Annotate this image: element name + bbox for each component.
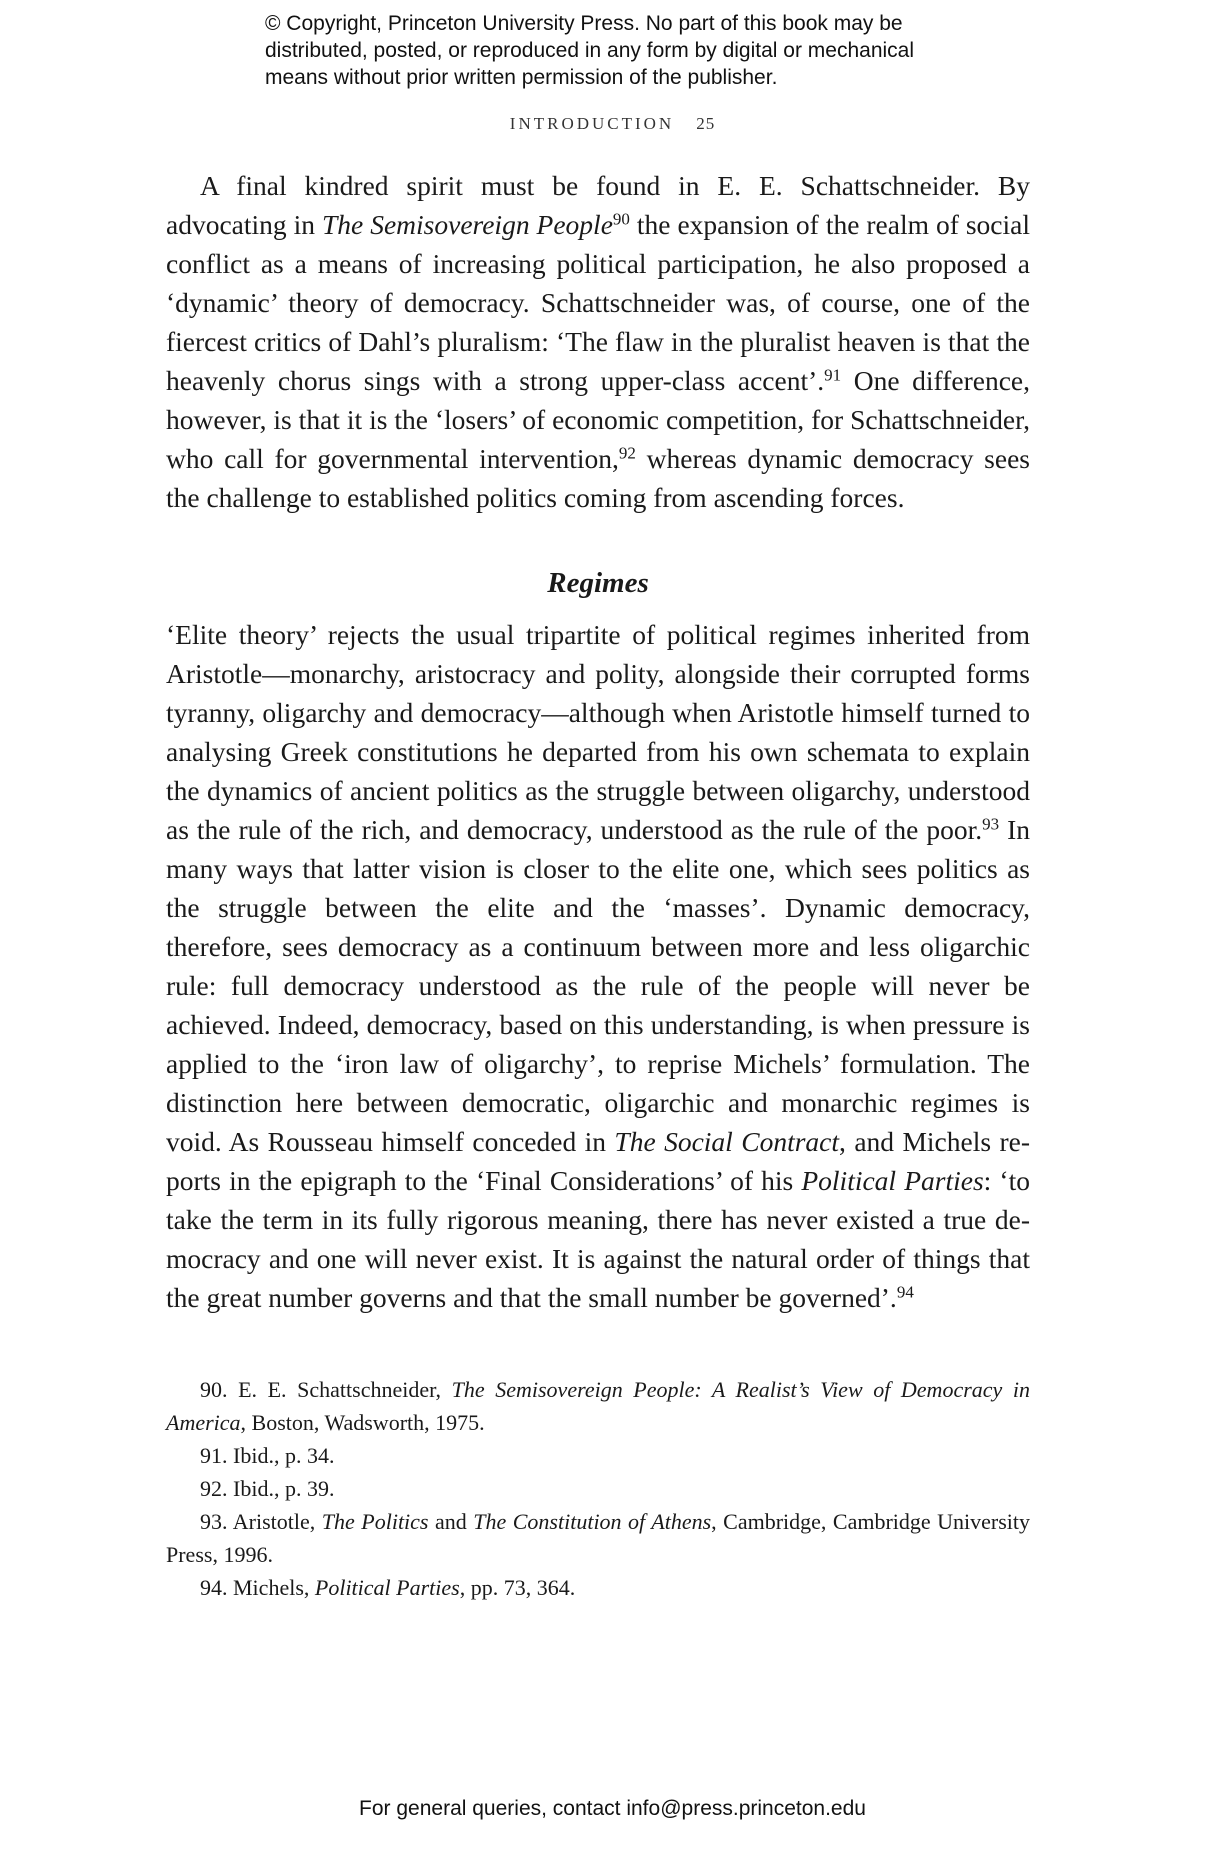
book-title: The Semisovereign People: A Realist’s View of Democracy in America [166,1377,1030,1435]
paragraph-text: A final kindred spirit must be found in E. E. Schattschneider. By advocating in [166,170,1030,240]
book-title: The Politics [321,1509,429,1534]
footnote-ref: 91 [824,365,842,385]
running-head-title: INTRODUCTION [509,114,675,133]
main-text [166,166,1030,1604]
body-paragraph [166,615,1030,1317]
paragraph-text: , and Michels reports in the epigraph to the ‘Final Considerations’ of his [166,1126,1030,1196]
footnotes [166,1373,1030,1604]
paragraph-text: : ‘to take the term in its fully rigorous meaning, there has never existed a true democracy and one will never exist. It is against the natural order of things that the great number governs and that the small number be governed’. [166,1165,1030,1313]
copyright-notice [265,10,1005,91]
body-paragraph [166,166,1030,517]
contact-footer: For general queries, contact info@press.princeton.edu [359,1797,866,1820]
paragraph-text: the expansion of the realm of social conflict as a means of increasing political participation, he also proposed a ‘dynamic’ theory of democracy. Schattschneider was, of course, one of the fiercest critics of Dahl’s pluralism: ‘The flaw in the pluralist heaven is that the heavenly chorus sings with a strong upper-class accent’. [166,209,1030,396]
footnote-text: 93. Aristotle, [200,1509,322,1534]
copyright-line: means without prior written permission of the publisher. [265,66,778,89]
footnote [166,1373,1030,1439]
footnote-text: , Boston, Wadsworth, 1975. [240,1410,485,1435]
section-heading: Regimes [547,567,649,599]
page-number: 25 [696,114,716,133]
footnote-text: 94. Michels, [200,1575,315,1600]
paragraph-text: whereas dynamic democracy sees the challenge to established politics coming from ascending forces. [166,443,1030,513]
footnote [166,1505,1030,1571]
footnote [166,1439,1030,1472]
book-title: The Constitution of Athens [473,1509,712,1534]
copyright-line: distributed, posted, or reproduced in any form by digital or mechanical [265,39,915,62]
footnote [166,1571,1030,1604]
paragraph-text: One difference, however, is that it is the ‘losers’ of economic competition, for Schattschneider, who call for governmental intervention, [166,365,1030,474]
footnote-ref: 94 [896,1282,914,1302]
book-title: Political Parties [801,1165,984,1196]
book-title: Political Parties [314,1575,460,1600]
footnote-ref: 93 [982,814,1000,834]
book-title: The Semisovereign People [322,209,613,240]
footnote [166,1472,1030,1505]
running-head [0,114,1225,134]
paragraph-text: In many ways that latter vision is closer to the elite one, which sees politics as the struggle between the elite and the ‘masses’. Dynamic democracy, therefore, sees democracy as a continuum between more and less oligarchic rule: full democracy understood as the rule of the people will never be achieved. Indeed, democracy, based on this understanding, is when pressure is applied to the ‘iron law of oligarchy’, to reprise Michels’ formulation. The distinction here between democratic, oligarchic and monarchic regimes is void. As Rousseau himself conceded in [166,814,1030,1157]
footnote-text: 91. Ibid., p. 34. [200,1443,335,1468]
footnote-text: and [428,1509,474,1534]
footnote-text: , pp. 73, 364. [459,1575,576,1600]
footnote-text: 92. Ibid., p. 39. [200,1476,335,1501]
paragraph-text: ‘Elite theory’ rejects the usual tripartite of political regimes inherited from Aristotle—monarchy, aristocracy and polity, alongside their corrupted forms tyranny, oligarchy and democracy—although when Aristotle himself turned to analysing Greek constitutions he departed from his own schemata to explain the dynamics of ancient politics as the struggle between oligarchy, understood as the rule of the rich, and democracy, understood as the rule of the poor. [166,619,1030,845]
book-title: The Social Contract [614,1126,840,1157]
copyright-line: © Copyright, Princeton University Press. No part of this book may be [265,12,903,35]
footnote-text: , Cambridge, Cambridge University Press, 1996. [166,1509,1031,1567]
footnote-ref: 92 [618,443,636,463]
footnote-ref: 90 [612,209,630,229]
footnote-text: 90. E. E. Schattschneider, [200,1377,452,1402]
